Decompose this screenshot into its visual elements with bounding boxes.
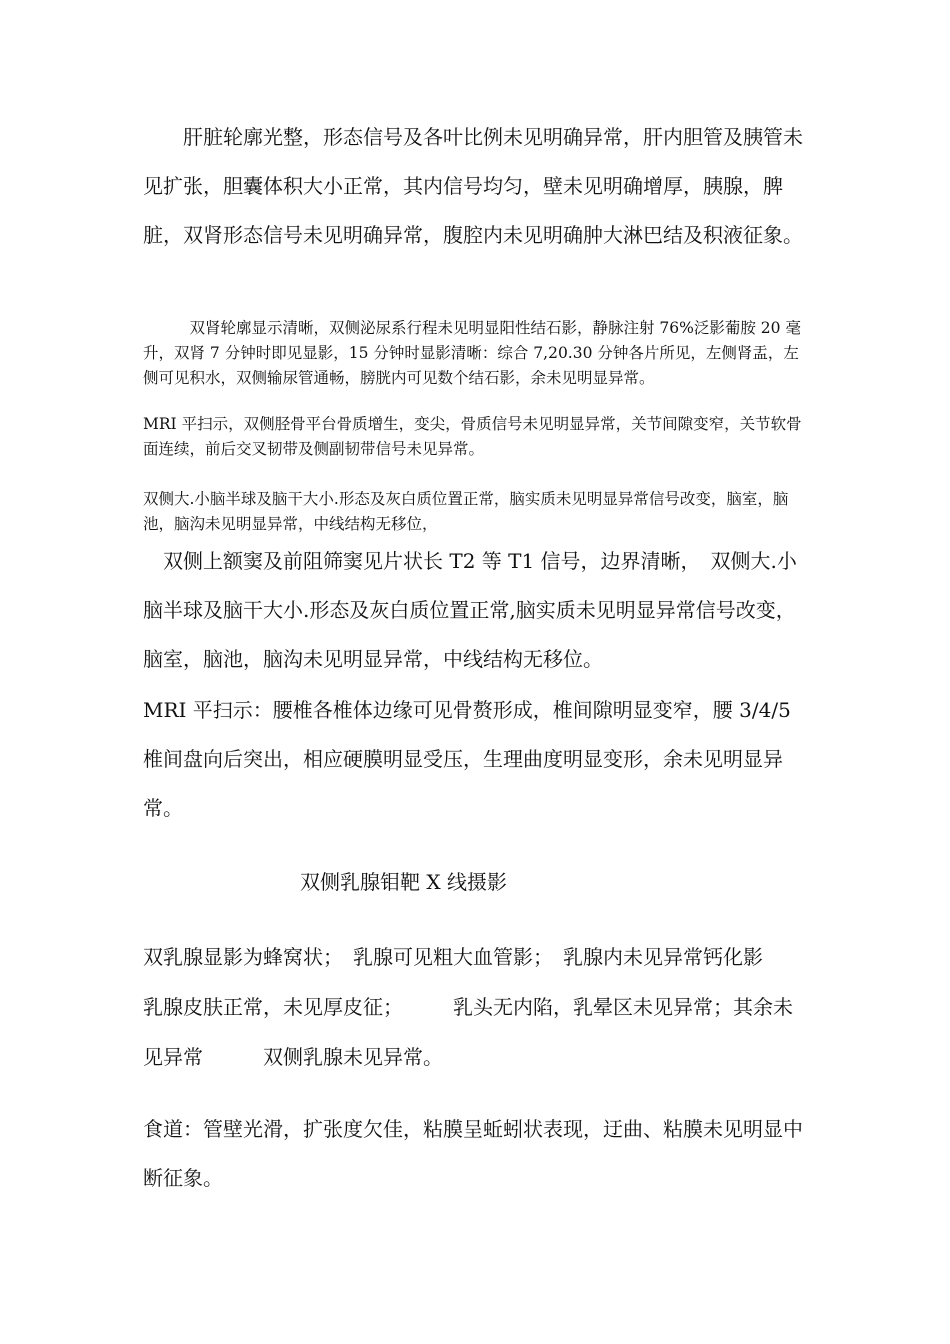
- paragraph-knee: MRI 平扫示，双侧胫骨平台骨质增生，变尖，骨质信号未见明显异常，关节间隙变窄，关节软骨面连续，前后交叉韧带及侧副韧带信号未见异常。: [143, 415, 802, 458]
- paragraph-lumbar: MRI 平扫示：腰椎各椎体边缘可见骨赘形成，椎间隙明显变窄，腰 3/4/5 椎间盘向后突出，相应硬膜明显受压，生理曲度明显变形，余未见明显异常。: [143, 698, 791, 820]
- section-title-mammography: 双侧乳腺钼靶 X 线摄影: [300, 870, 507, 894]
- paragraph-sinus: 双侧上额窦及前阻筛窦见片状长 T2 等 T1 信号，边界清晰， 双侧大.小脑半球及脑干大小.形态及灰白质位置正常,脑实质未见明显异常信号改变，脑室，脑池，脑沟未见明显异常，中线结构无移位。: [143, 549, 797, 671]
- paragraph-brain: 双侧大.小脑半球及脑干大小.形态及灰白质位置正常，脑实质未见明显异常信号改变，脑室，脑池，脑沟未见明显异常，中线结构无移位，: [143, 490, 789, 533]
- paragraph-liver: 肝脏轮廓光整，形态信号及各叶比例未见明确异常，肝内胆管及胰管未见扩张，胆囊体积大小正常，其内信号均匀，壁未见明确增厚，胰腺，脾脏，双肾形态信号未见明确异常，腹腔内未见明确肿大淋巴结及积液征象。: [143, 125, 803, 247]
- paragraph-mammography: 双乳腺显影为蜂窝状； 乳腺可见粗大血管影； 乳腺内未见异常钙化影 乳腺皮肤正常，未见厚皮征； 乳头无内陷，乳晕区未见异常；其余未见异常 双侧乳腺未见异常。: [143, 945, 803, 1069]
- paragraph-esophagus: 食道：管壁光滑，扩张度欠佳，粘膜呈蚯蚓状表现，迂曲、粘膜未见明显中断征象。: [143, 1117, 803, 1190]
- paragraph-kidney: 双肾轮廓显示清晰，双侧泌尿系行程未见明显阳性结石影，静脉注射 76%泛影葡胺 20 毫升，双肾 7 分钟时即见显影，15 分钟时显影清晰：综合 7,20.30 分钟各片所见，左侧肾盂，左侧可见积水，双侧输尿管通畅，膀胱内可见数个结石影，余未见明显异常。: [143, 319, 801, 387]
